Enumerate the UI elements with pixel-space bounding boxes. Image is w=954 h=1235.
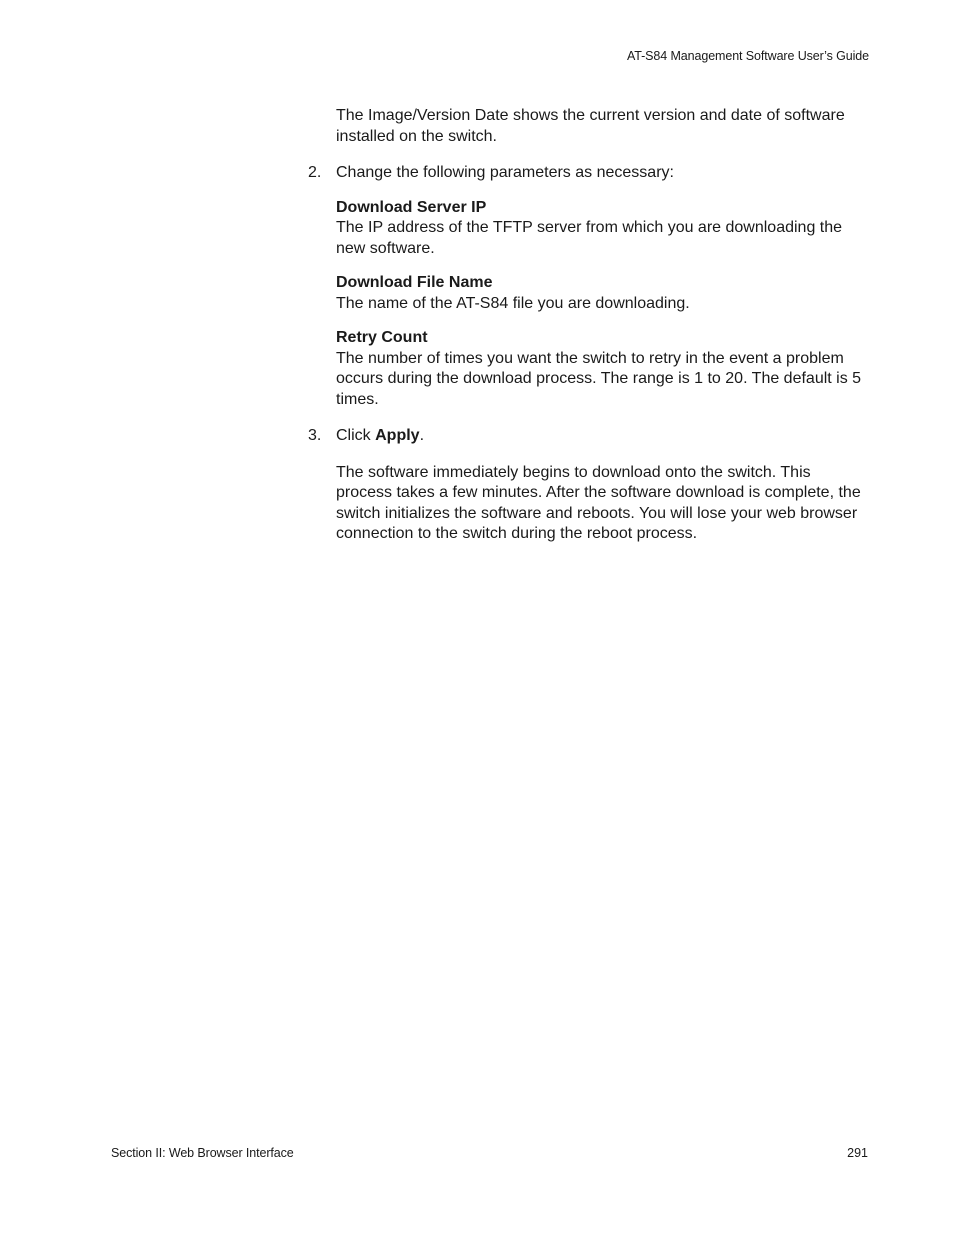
step-text	[336, 426, 871, 447]
footer-section: Section II: Web Browser Interface	[111, 1146, 294, 1160]
term-description: The name of the AT-S84 file you are downloading.	[336, 294, 690, 312]
step-description: The software immediately begins to download onto the switch. This process takes a few minutes. After the software download is complete, the switch initializes the software and reboots. You will lose your web browser connection to the switch during the reboot process.	[336, 463, 861, 542]
term-download-file-name	[336, 273, 871, 314]
step-number: 2.	[308, 164, 322, 181]
step-number: 3.	[308, 427, 322, 444]
running-header: AT-S84 Management Software User’s Guide	[626, 49, 869, 63]
step-text-suffix: .	[419, 427, 425, 444]
term-download-server-ip	[336, 198, 871, 260]
step-text-prefix: Click	[336, 427, 376, 444]
term-title: Retry Count	[336, 329, 428, 346]
apply-label: Apply	[375, 427, 420, 444]
page-number: 291	[847, 1146, 868, 1160]
term-title: Download Server IP	[336, 198, 487, 216]
term-description: The IP address of the TFTP server from which you are downloading the new software.	[336, 219, 843, 257]
step-text: Change the following parameters as necessary:	[336, 164, 674, 181]
step-2	[308, 163, 871, 410]
main-content	[308, 106, 871, 545]
term-description: The number of times you want the switch to retry in the event a problem occurs during the download process. The range is 1 to 20. The default is 5 times.	[336, 349, 862, 408]
term-title: Download File Name	[336, 274, 493, 291]
intro-paragraph: The Image/Version Date shows the current version and date of software installed on the switch.	[336, 107, 845, 145]
step-3	[308, 426, 871, 545]
term-retry-count	[336, 328, 871, 410]
